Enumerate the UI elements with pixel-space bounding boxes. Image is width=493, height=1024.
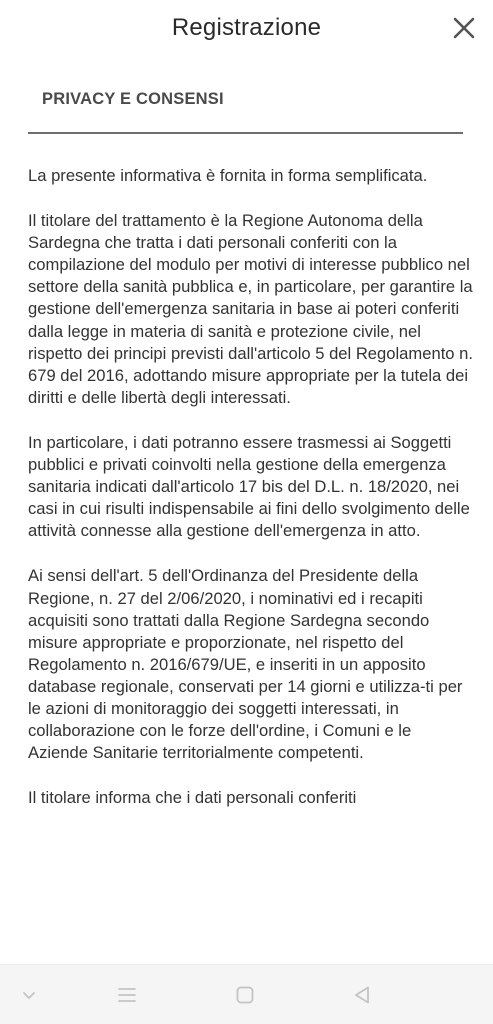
- nav-home-button[interactable]: [233, 983, 257, 1007]
- tab-privacy-consents[interactable]: [28, 86, 463, 134]
- triangle-back-icon: [350, 983, 374, 1007]
- system-navigation-bar: [0, 964, 493, 1024]
- chevron-down-icon: [17, 983, 41, 1007]
- privacy-text-scroll[interactable]: [28, 165, 473, 963]
- nav-collapse-button[interactable]: [17, 983, 41, 1007]
- page-title: Registrazione: [171, 14, 322, 41]
- paragraph: Ai sensi dell'art. 5 dell'Ordinanza del Presidente della Regione, n. 27 del 2/06/2020, i nominativi ed i recapiti acquisiti sono trattati dalla Regione Sardegna secondo misure appropriate e proporzionate, nel rispetto del Regolamento n. 2016/679/UE, e inseriti in un apposito database regionale, conservati per 14 giorni e utilizza-ti per le azioni di monitoraggio dei soggetti interessati, in collaborazione con le forze dell'ordine, i Comuni e le Aziende Sanitarie territorialmente competenti.: [28, 566, 463, 763]
- paragraph: In particolare, i dati potranno essere trasmessi ai Soggetti pubblici e privati coinvolti nella gestione della emergenza sanitaria indicati dall'articolo 17 bis del D.L. n. 18/2020, nei casi in cui risulti indispensabile ai fini dello svolgimento delle attività connesse alla gestione dell'emergenza in atto.: [28, 432, 470, 541]
- close-button[interactable]: [449, 13, 479, 43]
- nav-menu-button[interactable]: [115, 983, 139, 1007]
- paragraph: La presente informativa è fornita in forma semplificata.: [28, 166, 428, 185]
- tab-label: PRIVACY E CONSENSI: [42, 90, 224, 108]
- paragraph: Il titolare del trattamento è la Regione Autonoma della Sardegna che tratta i dati personali conferiti con la compilazione del modulo per motivi di interesse pubblico nel settore della sanità pubblica e, in particolare, per garantire la gestione dell'emergenza sanitaria in base ai poteri conferiti dalla legge in materia di sanità e protezione civile, nel rispetto dei principi previsti dall'articolo 5 del Regolamento n. 679 del 2016, adottando misure appropriate per la tutela dei diritti e delle libertà degli interessati.: [28, 211, 473, 407]
- scroll-fade: [0, 943, 493, 965]
- paragraph: Il titolare informa che i dati personali conferiti: [28, 788, 357, 808]
- app-header: [0, 0, 493, 62]
- close-icon: [449, 13, 479, 43]
- square-home-icon: [233, 983, 257, 1007]
- menu-icon: [115, 983, 139, 1007]
- nav-back-button[interactable]: [350, 983, 374, 1007]
